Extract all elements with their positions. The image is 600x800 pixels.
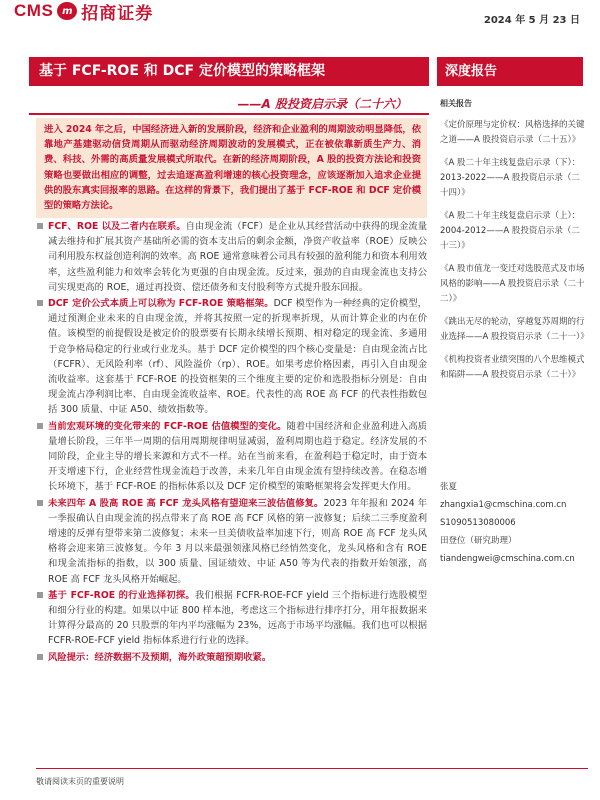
assistant-email[interactable]: tiandengwei@cmschina.com.cn (440, 554, 575, 564)
key-point-text: 自由现金流（FCF）是企业从其经营活动中获得的现金流量减去维持和扩展其资产基础所必需的资本支出后的剩余金额，净资产收益率（ROE）反映公司利用股东权益创造利润的效率。高 ROE 通常意味着公司具有较强的盈利能力和资本利用效率，这些盈利能力和效率会转化为更强的自由现金流。反过来，强劲的自由现金流也支持公司实现更高的 ROE，通过再投资、偿还债务和支付股利等方式提升股东回报。 (48, 221, 427, 293)
key-point (36, 419, 427, 495)
report-type-badge: 深度报告 (437, 57, 583, 86)
related-report-item[interactable]: 《定价原理与定价权：风格选择的关键之道——A 股投资启示录（二十五）》 (440, 120, 585, 145)
assistant-name: 田登位（研究助理） (440, 536, 517, 546)
title-divider (29, 113, 429, 115)
analyst-contact (440, 478, 588, 568)
key-point (36, 496, 427, 587)
risk-warning-text: 风险提示：经济数据不及预期，海外政策超预期收紧。 (48, 651, 272, 663)
key-point (36, 296, 427, 418)
report-title: 基于 FCF-ROE 和 DCF 定价模型的策略框架 (29, 57, 429, 86)
footer-divider (36, 768, 588, 769)
related-report-item[interactable]: 《跳出无尽的轮动，穿越复苏周期的行业选择——A 股投资启示录（二十一）》 (440, 317, 589, 342)
key-point (36, 219, 427, 295)
report-date: 2024 年 5 月 23 日 (483, 15, 580, 26)
analyst-name: 张夏 (440, 482, 458, 492)
footer-note: 敬请阅读末页的重要说明 (36, 777, 124, 786)
key-point-heading: 基于 FCF-ROE 的行业选择初探。 (48, 589, 195, 601)
key-point-heading: 未来四年 A 股高 ROE 高 FCF 龙头风格有望迎来三波估值修复。 (48, 497, 324, 509)
intro-summary: 进入 2024 年之后，中国经济进入新的发展阶段，经济和企业盈利的周期波动明显降低，依靠地产基建驱动信贷周期从而驱动经济周期波动的发展模式，正在被依靠新质生产力、消费、科技、外需的高质量发展模式所取代。在新的经济周期阶段，A 股的投资方法论和投资策略也要做出相应的调整，过去追逐高盈利增速的核心投资理念，应该逐渐加入追求企业提供的股东真实回报率的思路。在这样的背景下，我们提出了基于 FCF-ROE 和 DCF 定价模型的策略方法论。 (36, 118, 427, 218)
key-point-text: 我们根据 FCFR-ROE-FCF yield 三个指标进行选股模型和细分行业的构建。如果以中证 800 样本池，考虑这三个指标进行排序打分，用年报数据来计算得分最高的 20 只股票的年内平均涨幅为 23%，远高于市场平均涨幅。我们也可以根据 FCFR-ROE-FCF yield 指标体系进行行业的选择。 (48, 589, 427, 647)
key-point-heading: 当前宏观环境的变化带来的 FCF-ROE 估值模型的变化。 (48, 420, 287, 432)
key-points-list (36, 219, 427, 666)
logo-text-cn: 招商证券 (81, 3, 154, 24)
report-subtitle: ——A 股投资启示录（二十六） (237, 97, 407, 111)
brand-logo (14, 0, 153, 22)
risk-warning (36, 650, 427, 665)
key-point-text: 2023 年年报和 2024 年一季报确认自由现金流的拐点带来了高 ROE 高 FCF 风格的第一波修复；后续二三季度盈利增速的反弹有望带来第二波修复；未来一旦美债收益率加速下行，则高 ROE 高 FCF 龙头风格将会迎来第三波修复。今年 3 月以来最强领涨风格已经悄然变化，龙头风格和含有 ROE 和现金流指标的指数，以 300 质量、国证绩效、中证 A50 等为代表的指数开始领涨，高 ROE 高 FCF 龙头风格开始崛起。 (48, 497, 428, 585)
key-point-text: DCF 模型作为一种经典的定价模型，通过预测企业未来的自由现金流，并将其按照一定的折现率折现，从而计算企业的内在价值。该模型的前提假设是被定价的股票要有长期永续增长预期、相对稳定的现金流、多通用于竞争格局稳定的行业或行业龙头。基于 DCF 定价模型的四个核心变量是：自由现金流占比（FCFR）、无风险利率（rf）、风险溢价（rp）、ROE。如果考虑价格因素，再引入自由现金流收益率。这套基于 FCF-ROE 的投资框架的三个维度主要的定价和选股指标分别是：自由现金流占净利润比率、自由现金流收益率、ROE。代表性的高 ROE 高 FCF 的代表性指数包括 300 质量、中证 A50、绩效指数等。 (48, 298, 427, 416)
related-reports-list (440, 118, 588, 391)
related-report-item[interactable]: 《A 股市值龙一变迁对选股范式及市场风格的影响——A 股投资启示录（二十二）》 (440, 264, 585, 304)
related-report-item[interactable]: 《A 股二十年主线复盘启示录（下）：2013-2022——A 股投资启示录（二十四）》 (440, 158, 581, 198)
key-point-heading: DCF 定价公式本质上可以称为 FCF-ROE 策略框架。 (48, 298, 274, 310)
key-point-text: 随着中国经济和企业盈利进入高质量增长阶段，三年半一周期的信用周期规律明显减弱，盈利周期也趋于稳定。经济发展的不同阶段，企业主导的增长来源和方式不一样。站在当前来看，在盈利趋于稳定时，由于资本开支增速下行，企业经营性现金流趋于改善，未来几年自由现金流有望持续改善。在稳态增长环境下，基于 FCF-ROE 的指标体系以及 DCF 定价模型的策略框架将会发挥更大作用。 (48, 420, 427, 493)
logo-badge-icon: m (57, 2, 77, 20)
key-point (36, 588, 427, 649)
related-report-item[interactable]: 《A 股二十年主线复盘启示录（上）：2004-2012——A 股投资启示录（二十三）》 (440, 211, 581, 251)
key-point-heading: FCF、ROE 以及二者内在联系。 (48, 221, 186, 232)
analyst-license: S1090513080006 (440, 518, 516, 528)
related-reports-label: 相关报告 (440, 99, 472, 108)
related-report-item[interactable]: 《机构投资者业绩突围的八个思维模式和陷阱——A 股投资启示录（二十）》 (440, 355, 585, 380)
analyst-email[interactable]: zhangxia1@cmschina.com.cn (440, 500, 567, 510)
logo-text-en: CMS (14, 1, 54, 20)
